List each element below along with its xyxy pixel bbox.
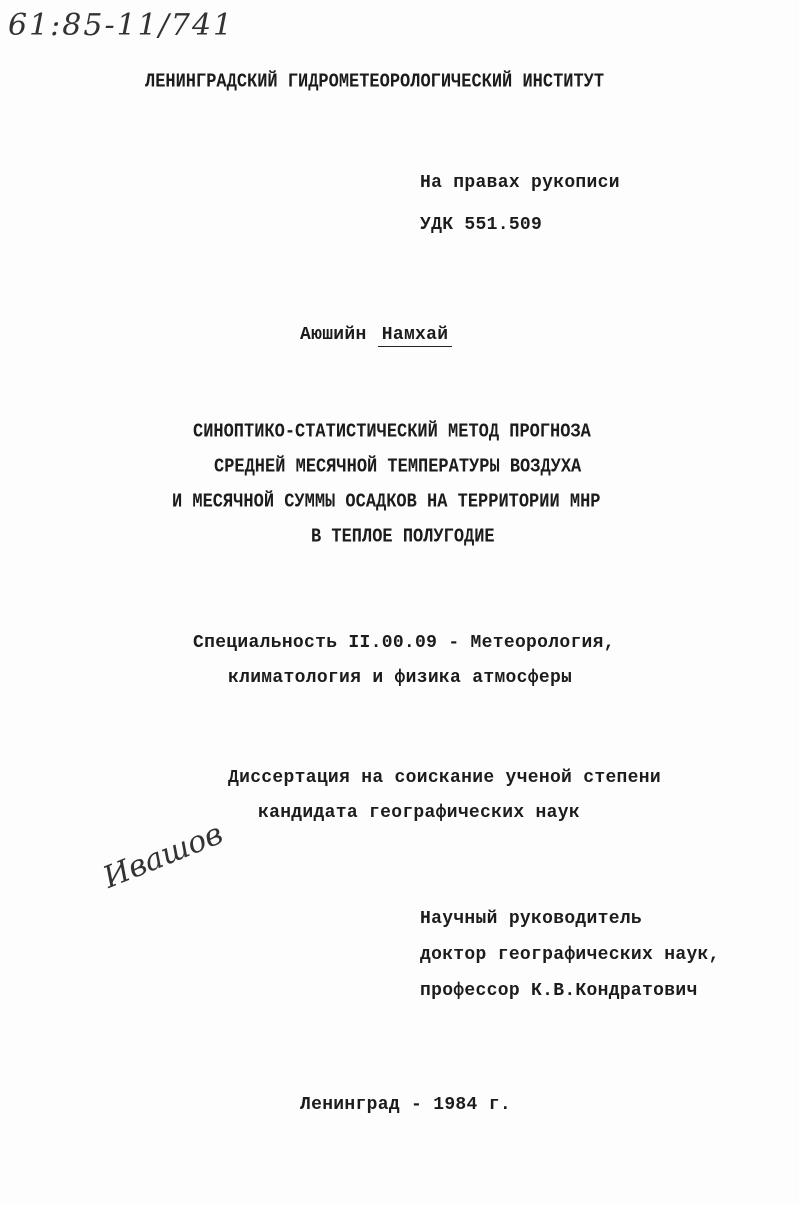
- dissertation-line: кандидата географических наук: [258, 803, 580, 823]
- specialty-line: климатология и физика атмосферы: [228, 668, 573, 688]
- supervisor-line: доктор географических наук,: [420, 945, 720, 965]
- institution-name: ЛЕНИНГРАДСКИЙ ГИДРОМЕТЕОРОЛОГИЧЕСКИЙ ИНСТИТУТ: [145, 71, 605, 94]
- author-name: [300, 324, 452, 346]
- author-given-name: Намхай: [378, 325, 453, 347]
- title-line: И МЕСЯЧНОЙ СУММЫ ОСАДКОВ НА ТЕРРИТОРИИ МНР: [172, 491, 601, 514]
- rights-note: На правах рукописи: [420, 173, 620, 193]
- archive-note-handwritten: 61:85-11/741: [8, 8, 235, 43]
- dissertation-line: Диссертация на соискание ученой степени: [228, 768, 661, 788]
- author-surname: Аюшийн: [300, 325, 367, 345]
- supervisor-line: профессор К.В.Кондратович: [420, 981, 698, 1001]
- specialty-line: Специальность II.00.09 - Метеорология,: [193, 633, 615, 653]
- supervisor-line: Научный руководитель: [420, 909, 643, 929]
- handwritten-signature: Ивашов: [98, 816, 228, 896]
- udc-code: УДК 551.509: [420, 215, 543, 235]
- title-line: В ТЕПЛОЕ ПОЛУГОДИЕ: [311, 526, 495, 549]
- title-line: СИНОПТИКО-СТАТИСТИЧЕСКИЙ МЕТОД ПРОГНОЗА: [193, 421, 591, 444]
- place-year: Ленинград - 1984 г.: [300, 1095, 511, 1115]
- title-line: СРЕДНЕЙ МЕСЯЧНОЙ ТЕМПЕРАТУРЫ ВОЗДУХА: [214, 456, 582, 479]
